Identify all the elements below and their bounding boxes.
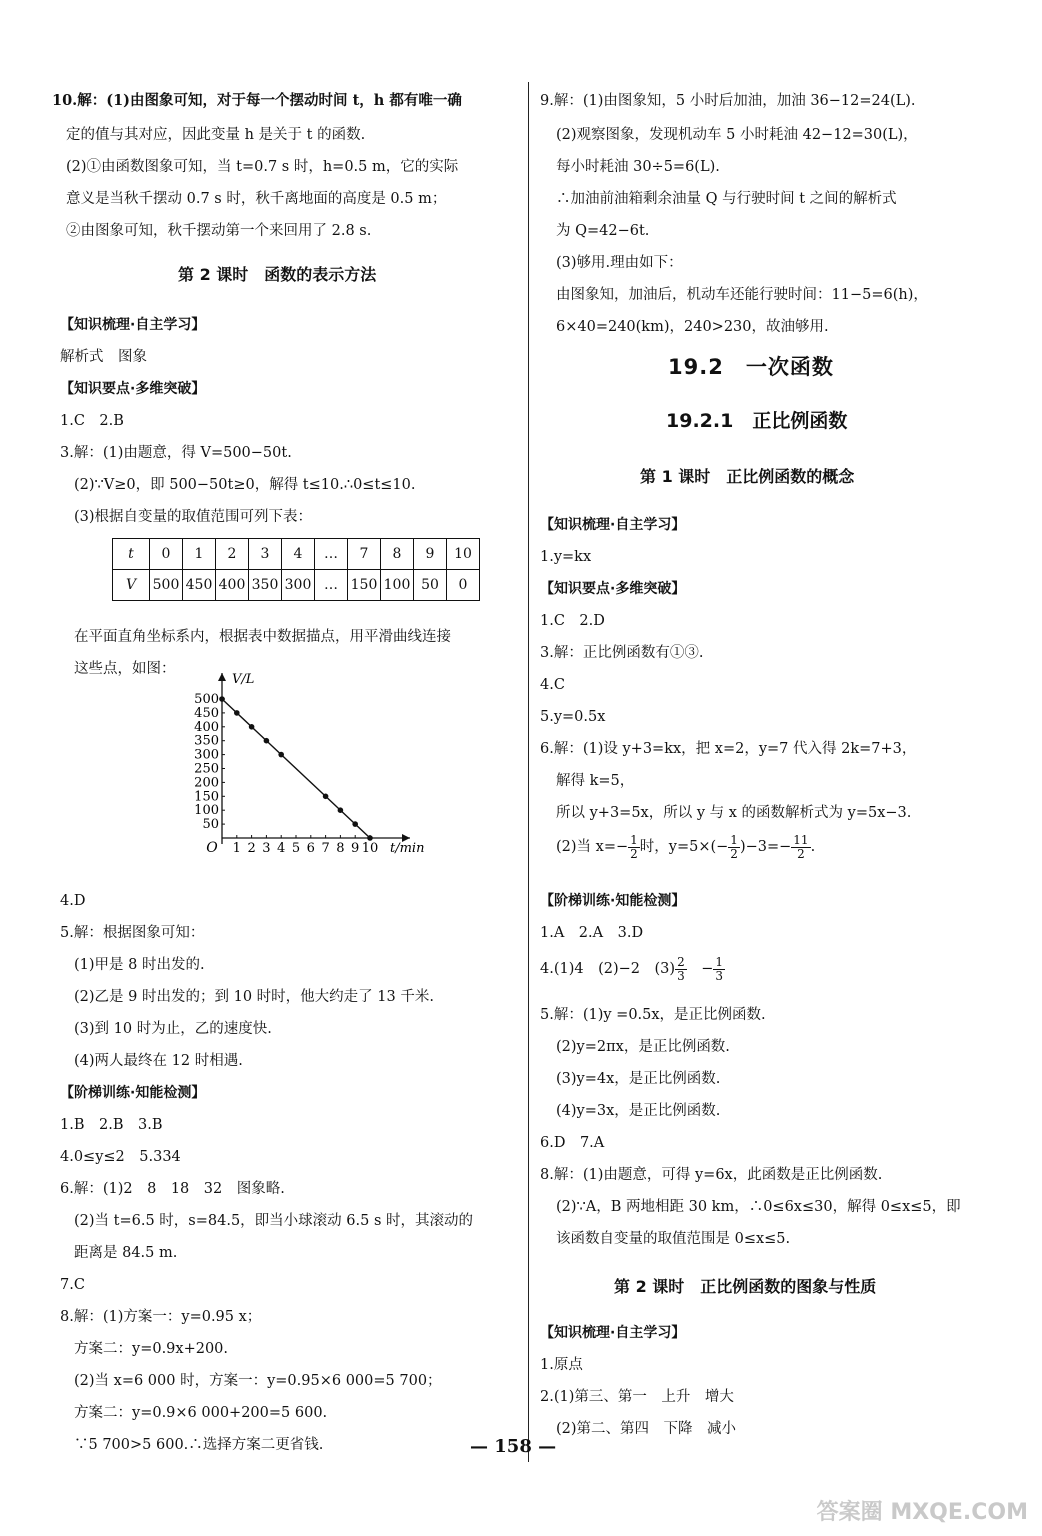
answer-line: 8.解：(1)方案一：y=0.95 x； [60,1309,262,1325]
chapter-heading: 19.2 一次函数 [668,355,834,379]
answer-line: 7.C [60,1277,85,1293]
answer-line: 在平面直角坐标系内，根据表中数据描点，用平滑曲线连接 [74,629,451,645]
denominator: 2 [730,846,738,861]
origin-label: O [206,840,218,856]
page-number: — 158 — [470,1436,557,1457]
answer-line: (2)∵A，B 两地相距 30 km，∴0≤6x≤30，解得 0≤x≤5，即 [556,1199,961,1215]
answer-line: (1)甲是 8 时出发的. [74,957,205,973]
answer-line: 5.解：(1)y =0.5x，是正比例函数. [540,1007,766,1023]
answer-line: 每小时耗油 30÷5=6(L). [556,159,720,175]
answer-line: (3)到 10 时为止，乙的速度快. [74,1021,272,1037]
y-axis-arrow [218,673,226,681]
answer-line: 解得 k=5， [556,773,635,789]
denominator: 3 [715,968,723,983]
table-cell: 50 [414,570,447,601]
answer-line: (2)y=2πx，是正比例函数. [556,1039,730,1055]
answer-line: 8.解：(1)由题意，可得 y=6x，此函数是正比例函数. [540,1167,883,1183]
column-divider [528,82,529,1462]
answer-line: 解析式 图象 [60,349,147,365]
answer-line: 4.C [540,677,565,693]
answer-line: 距离是 84.5 m. [74,1245,178,1261]
x-tick-label: 5 [291,841,301,856]
lesson-title: 第 2 课时 正比例函数的图象与性质 [614,1277,877,1296]
text-part: 4.(1)4 (2)−2 (3) [540,961,676,977]
text-part: . [810,839,816,855]
table-cell: 500 [150,570,183,601]
answer-line: 这些点，如图： [74,661,176,677]
table-cell: 100 [381,570,414,601]
answer-line: (3)根据自变量的取值范围可列下表： [74,509,313,525]
y-tick-label: 150 [194,789,219,805]
answer-line: ∴加油前油箱剩余油量 Q 与行驶时间 t 之间的解析式 [556,191,897,207]
x-tick-label: 7 [321,841,330,856]
table-cell: … [315,570,348,601]
text-part: − [686,961,714,977]
answer-line: (2)当 x=6 000 时，方案一：y=0.95×6 000=5 700； [74,1373,442,1389]
table-cell: 0 [447,570,480,601]
y-axis-label: V/L [232,672,255,687]
answer-line: 2.(1)第三、第一 上升 增大 [540,1389,734,1405]
answer-line: 3.解：(1)由题意，得 V=500−50t. [60,445,292,461]
x-tick-label: 10 [361,841,379,856]
table-row [113,539,480,570]
tag-key-points: 【知识要点·多维突破】 [60,381,206,397]
answer-line: 6×40=240(km)，240>230，故油够用. [556,319,829,335]
answer-line: (2)第二、第四 下降 减小 [556,1421,737,1437]
q10-line-4: 意义是当秋千摆动 0.7 s 时，秋千离地面的高度是 0.5 m； [66,191,447,207]
answer-line: 1.原点 [540,1357,583,1373]
answer-line: (2)观察图象，发现机动车 5 小时耗油 42−12=30(L)， [556,127,918,143]
answer-line: (2)∵V≥0，即 500−50t≥0，解得 t≤10.∴0≤t≤10. [74,477,416,493]
q10-line-3: (2)①由函数图象可知，当 t=0.7 s 时，h=0.5 m，它的实际 [66,159,459,175]
data-point [367,835,373,841]
answer-line: 1.C 2.D [540,613,605,629]
answer-line: 1.A 2.A 3.D [540,925,644,941]
table-cell: 7 [348,539,381,570]
answer-line: 1.y=kx [540,549,592,565]
tag-knowledge-review: 【知识梳理·自主学习】 [60,317,206,333]
answer-line: (3)y=4x，是正比例函数. [556,1071,721,1087]
answer-line: 3.解：正比例函数有①③. [540,645,704,661]
answer-line: (2)当 t=6.5 时，s=84.5，即当小球滚动 6.5 s 时，其滚动的 [74,1213,473,1229]
tag-key-points: 【知识要点·多维突破】 [540,581,686,597]
y-tick-label: 50 [202,817,219,833]
answer-line: 6.D 7.A [540,1135,605,1151]
answer-line: 5.解：根据图象可知： [60,925,205,941]
table-cell: 10 [447,539,480,570]
data-point [264,738,270,744]
table-cell: 2 [216,539,249,570]
table-cell: 300 [282,570,315,601]
table-cell: t [113,539,150,570]
table-cell: 150 [348,570,381,601]
answer-line: 方案二：y=0.9×6 000+200=5 600. [74,1405,328,1421]
x-tick-label: 4 [277,841,286,856]
table-cell: 450 [183,570,216,601]
table-cell: 8 [381,539,414,570]
answer-line: (3)够用.理由如下： [556,255,683,271]
tag-knowledge-review: 【知识梳理·自主学习】 [540,1325,686,1341]
table-cell: … [315,539,348,570]
text-part: (2)当 x=− [556,839,629,855]
q10-line-2: 定的值与其对应，因此变量 h 是关于 t 的函数. [66,127,366,143]
answer-line: 所以 y+3=5x，所以 y 与 x 的函数解析式为 y=5x−3. [556,805,912,821]
data-point [352,821,358,827]
x-tick-label: 9 [351,841,360,856]
tag-ladder-training: 【阶梯训练·知能检测】 [540,893,686,909]
q10-line-1: 10.解：(1)由图象可知，对于每一个摆动时间 t，h 都有唯一确 [52,92,462,109]
numerator: 2 [677,954,685,969]
x-tick-label: 1 [232,841,241,856]
y-tick-label: 300 [194,747,219,763]
y-tick-label: 450 [194,705,219,721]
numerator: 11 [793,832,809,847]
answer-line: (4)y=3x，是正比例函数. [556,1103,721,1119]
table-cell: 0 [150,539,183,570]
fraction [791,834,810,861]
numerator: 1 [715,954,723,969]
table-cell: 9 [414,539,447,570]
table-cell: 400 [216,570,249,601]
data-point [249,724,255,730]
fraction [628,834,640,861]
numerator: 1 [730,832,738,847]
tag-knowledge-review: 【知识梳理·自主学习】 [540,517,686,533]
table-cell: V [113,570,150,601]
answer-line: 6.解：(1)2 8 18 32 图象略. [60,1181,285,1197]
fraction [728,834,740,861]
answer-line: 9.解：(1)由图象知，5 小时后加油，加油 36−12=24(L). [540,93,916,109]
line-chart [186,672,436,878]
table-cell: 4 [282,539,315,570]
denominator: 2 [630,846,638,861]
y-tick-label: 350 [194,733,219,749]
fraction [713,956,725,983]
x-tick-label: 8 [336,841,345,856]
table-cell: 1 [183,539,216,570]
denominator: 3 [677,968,685,983]
answer-line: (4)两人最终在 12 时相遇. [74,1053,243,1069]
answer-line: 1.B 2.B 3.B [60,1117,163,1133]
data-point [338,807,344,813]
subsection-heading: 19.2.1 正比例函数 [666,410,848,432]
text-part: 时，y=5×(− [639,839,729,855]
table-row [113,570,480,601]
table-cell: 350 [249,570,282,601]
tag-ladder-training: 【阶梯训练·知能检测】 [60,1085,206,1101]
fraction-line [540,954,725,984]
answer-line: 由图象知，加油后，机动车还能行驶时间：11−5=6(h)， [556,287,928,303]
answer-line: 4.D [60,893,86,909]
data-line [222,699,370,838]
denominator: 2 [797,846,805,861]
fraction [675,956,687,983]
x-tick-label: 6 [306,841,315,856]
y-tick-label: 100 [194,803,219,819]
numerator: 1 [630,832,638,847]
answer-line: 为 Q=42−6t. [556,223,650,239]
fraction-line [556,832,815,862]
watermark-logo: 答案圈 MXQE.COM [816,1500,1028,1525]
answer-line: 方案二：y=0.9x+200. [74,1341,229,1357]
data-point [323,794,329,800]
data-point [278,752,284,758]
table-cell: 3 [249,539,282,570]
answer-line: 6.解：(1)设 y+3=kx，把 x=2，y=7 代入得 2k=7+3， [540,741,917,757]
x-tick-label: 2 [247,841,256,856]
y-tick-label: 500 [194,692,219,707]
data-point [219,696,225,702]
answer-line: 1.C 2.B [60,413,124,429]
value-table [112,538,480,601]
answer-line: (2)乙是 9 时出发的；到 10 时时，他大约走了 13 千米. [74,989,434,1005]
answer-line: 5.y=0.5x [540,709,606,725]
x-axis-label: t/min [390,841,425,856]
data-point [234,710,240,716]
text-part: )−3=− [739,839,792,855]
q10-line-5: ②由图象可知，秋千摆动第一个来回用了 2.8 s. [66,223,372,239]
y-tick-label: 250 [194,761,219,777]
x-tick-label: 3 [262,841,271,856]
y-tick-label: 400 [194,719,219,735]
answer-line: 该函数自变量的取值范围是 0≤x≤5. [556,1231,791,1247]
answer-line: 4.0≤y≤2 5.334 [60,1149,181,1165]
answer-line: ∵5 700>5 600.∴选择方案二更省钱. [74,1437,324,1453]
y-tick-label: 200 [194,775,219,791]
lesson-title: 第 1 课时 正比例函数的概念 [640,467,855,486]
section-title: 第 2 课时 函数的表示方法 [178,265,377,284]
